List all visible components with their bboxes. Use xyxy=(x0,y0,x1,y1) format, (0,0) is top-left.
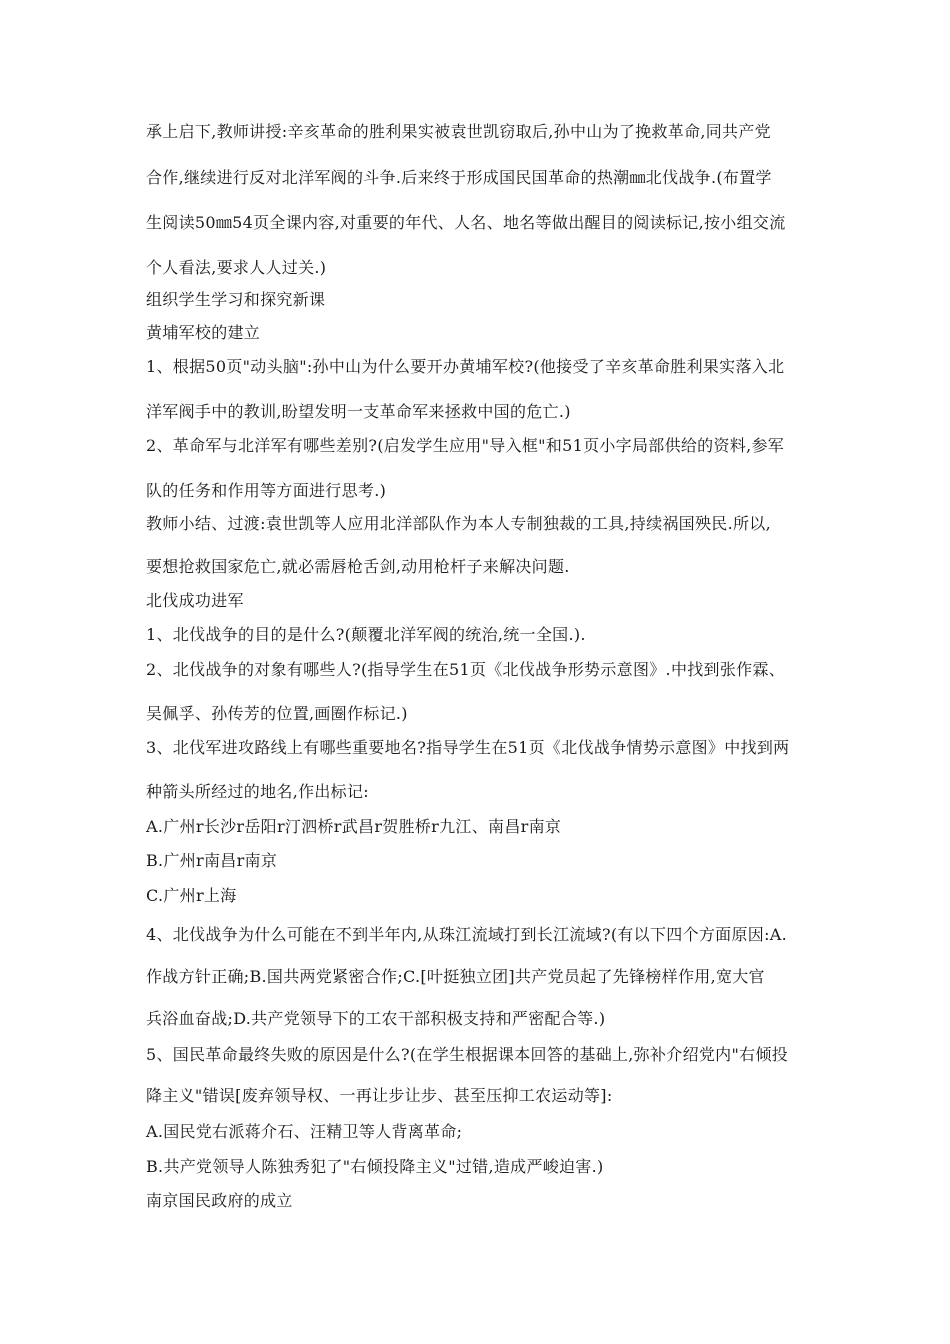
text-line: 洋军阀手中的教训,盼望发明一支革命军来拯救中国的危亡.) xyxy=(146,402,571,421)
text-line: B.共产党领导人陈独秀犯了"右倾投降主义"过错,造成严峻迫害.) xyxy=(146,1157,604,1176)
text-line: C.广州r上海 xyxy=(146,886,237,905)
text-line: 承上启下,教师讲授:辛亥革命的胜利果实被袁世凯窃取后,孙中山为了挽救革命,同共产党 xyxy=(146,122,771,141)
text-line: 吴佩孚、孙传芳的位置,画圈作标记.) xyxy=(146,704,408,723)
text-line: 2、革命军与北洋军有哪些差别?(启发学生应用"导入框"和51页小字局部供给的资料,参军 xyxy=(146,436,785,455)
section-heading: 北伐成功进军 xyxy=(146,591,244,610)
text-line: 队的任务和作用等方面进行思考.) xyxy=(146,481,387,500)
text-line: 生阅读50㎜54页全课内容,对重要的年代、人名、地名等做出醒目的阅读标记,按小组交流 xyxy=(146,213,786,232)
text-line: 教师小结、过渡:袁世凯等人应用北洋部队作为本人专制独裁的工具,持续祸国殃民.所以, xyxy=(146,514,771,533)
text-line: 兵浴血奋战;D.共产党领导下的工农干部积极支持和严密配合等.) xyxy=(146,1009,606,1028)
text-line: 2、北伐战争的对象有哪些人?(指导学生在51页《北伐战争形势示意图》.中找到张作霖、 xyxy=(146,660,786,679)
text-line: 合作,继续进行反对北洋军阀的斗争.后来终于形成国民国革命的热潮㎜北伐战争.(布置学 xyxy=(146,168,772,187)
text-line: 5、国民革命最终失败的原因是什么?(在学生根据课本回答的基础上,弥补介绍党内"右倾投 xyxy=(146,1045,789,1064)
text-line: 个人看法,要求人人过关.) xyxy=(146,258,327,277)
section-heading: 黄埔军校的建立 xyxy=(146,323,261,342)
text-line: 要想抢救国家危亡,就必需唇枪舌剑,动用枪杆子来解决问题. xyxy=(146,557,570,576)
text-line: A.国民党右派蒋介石、汪精卫等人背离革命; xyxy=(146,1122,463,1141)
text-line: 降主义"错误[废弃领导权、一再让步让步、甚至压抑工农运动等]: xyxy=(146,1086,613,1105)
section-heading: 组织学生学习和探究新课 xyxy=(146,290,326,309)
text-line: 作战方针正确;B.国共两党紧密合作;C.[叶挺独立团]共产党员起了先锋榜样作用,宽大官 xyxy=(146,967,765,986)
text-line: 4、北伐战争为什么可能在不到半年内,从珠江流域打到长江流域?(有以下四个方面原因:A. xyxy=(146,925,788,944)
text-line: A.广州r长沙r岳阳r汀泗桥r武昌r贺胜桥r九江、南昌r南京 xyxy=(146,817,562,836)
text-line: 种箭头所经过的地名,作出标记: xyxy=(146,782,369,801)
text-line: 1、根据50页"动头脑":孙中山为什么要开办黄埔军校?(他接受了辛亥革命胜利果实落入北 xyxy=(146,357,785,376)
text-line: 3、北伐军进攻路线上有哪些重要地名?指导学生在51页《北伐战争情势示意图》中找到两 xyxy=(146,738,790,757)
text-line: 1、北伐战争的目的是什么?(颠覆北洋军阀的统治,统一全国.). xyxy=(146,625,586,644)
section-heading: 南京国民政府的成立 xyxy=(146,1191,293,1210)
text-line: B.广州r南昌r南京 xyxy=(146,851,278,870)
